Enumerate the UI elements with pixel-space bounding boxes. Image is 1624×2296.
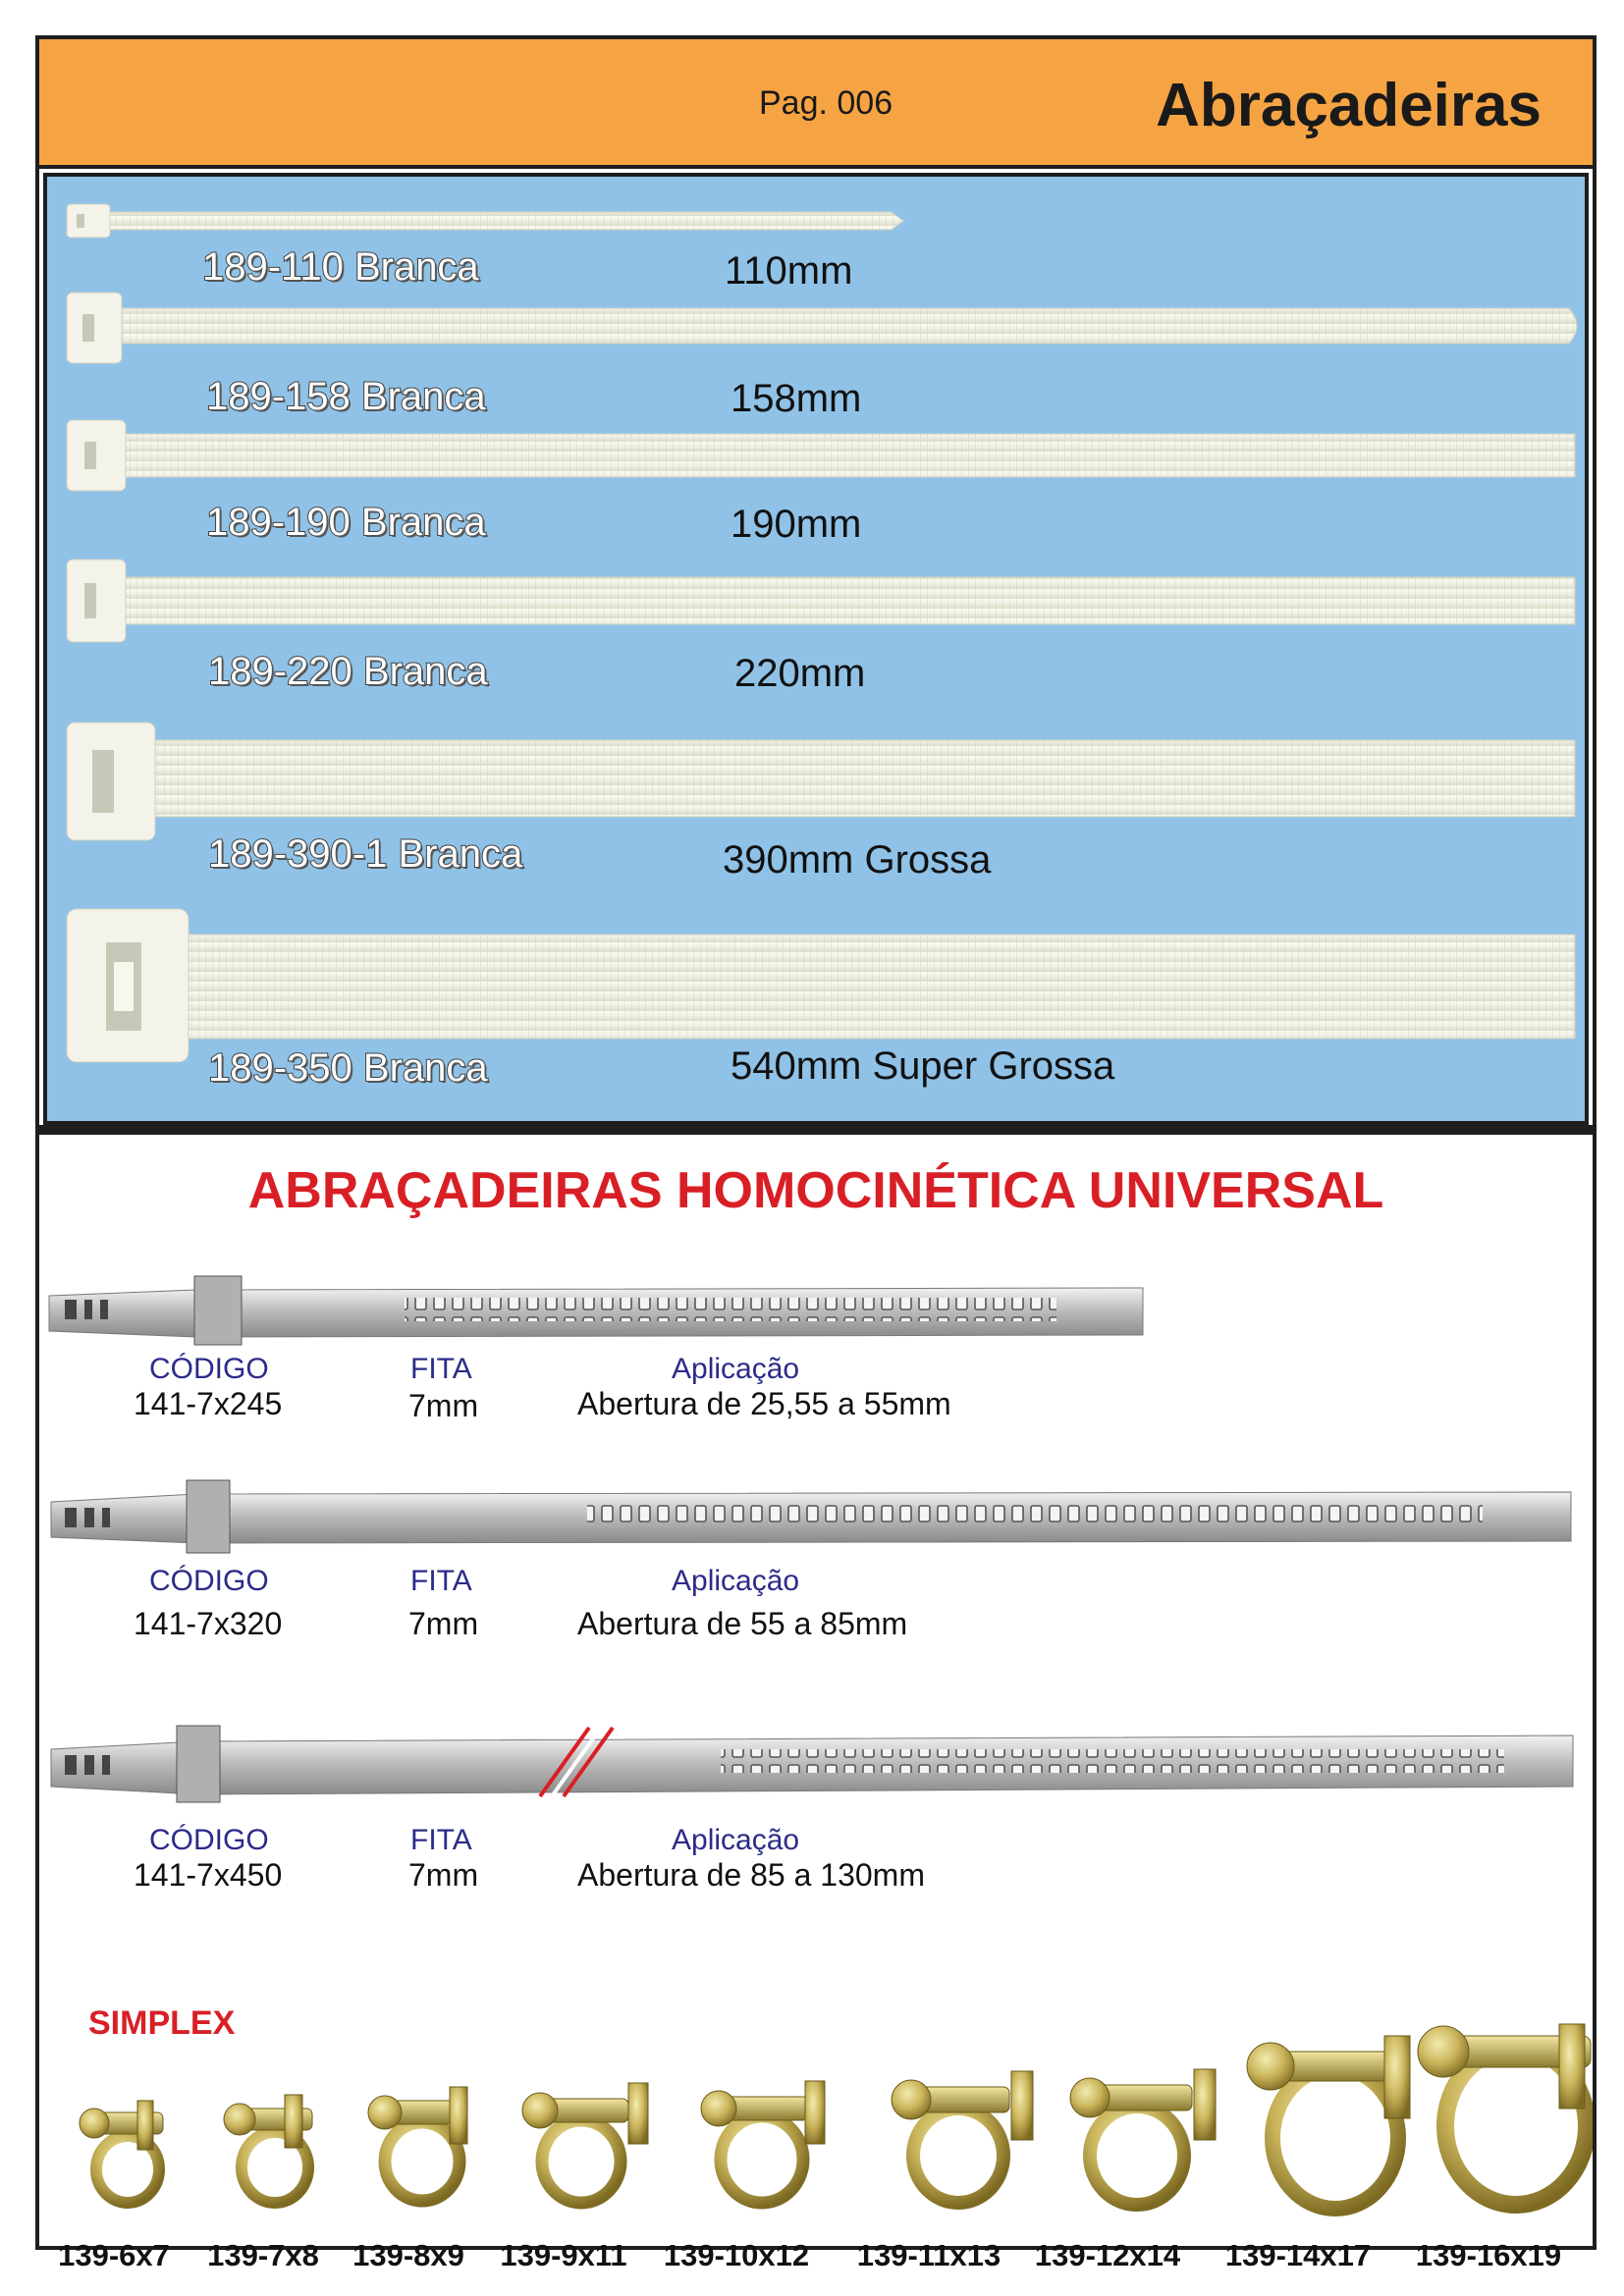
code-label: CÓDIGO: [149, 1353, 269, 1385]
clamp-14x17-image: [1247, 2036, 1410, 2209]
band-clamp-450-image: [51, 1726, 1573, 1802]
band-application: Abertura de 25,55 a 55mm: [577, 1386, 951, 1421]
tie-code: 189-350 Branca: [208, 1046, 488, 1090]
band-width: 7mm: [408, 1606, 479, 1641]
band-label: FITA: [410, 1565, 472, 1597]
homocinetica-title: ABRAÇADEIRAS HOMOCINÉTICA UNIVERSAL: [247, 1162, 1384, 1219]
homocinetica-illustration: [39, 1266, 1593, 1836]
page-number: Pag. 006: [759, 84, 893, 122]
clamp-label: 139-16x19: [1415, 2238, 1562, 2272]
clamp-label: 139-7x8: [207, 2238, 319, 2272]
cable-tie-220-image: [67, 560, 1575, 642]
clamp-8x9-image: [368, 2087, 467, 2201]
application-label: Aplicação: [672, 1824, 800, 1856]
catalog-page: [35, 35, 1597, 2272]
tie-code: 189-110 Branca: [202, 245, 479, 289]
band-width: 7mm: [408, 1388, 479, 1423]
clamp-10x12-image: [701, 2081, 825, 2203]
clamp-label: 139-10x12: [663, 2238, 810, 2272]
tie-code: 189-190 Branca: [206, 501, 486, 544]
clamp-12x14-image: [1070, 2069, 1216, 2205]
simplex-clamps-illustration: [39, 2022, 1593, 2228]
band-label: FITA: [410, 1353, 472, 1385]
tie-code: 189-390-1 Branca: [208, 832, 523, 876]
cable-tie-110-image: [67, 204, 903, 238]
band-application: Abertura de 85 a 130mm: [577, 1857, 925, 1893]
section-divider: [39, 1125, 1593, 1135]
clamp-label: 139-6x7: [58, 2238, 170, 2272]
clamp-label: 139-8x9: [352, 2238, 464, 2272]
tie-size: 540mm Super Grossa: [731, 1044, 1115, 1088]
band-code: 141-7x245: [134, 1386, 283, 1421]
tie-size: 220mm: [734, 652, 866, 695]
cable-ties-illustration: [47, 177, 1585, 1121]
clamp-9x11-image: [522, 2083, 648, 2203]
cable-tie-190-image: [67, 420, 1575, 491]
band-code: 141-7x320: [134, 1606, 283, 1641]
tie-code: 189-158 Branca: [206, 375, 486, 418]
band-code: 141-7x450: [134, 1857, 283, 1893]
clamp-label: 139-11x13: [856, 2238, 1001, 2272]
clamp-16x19-image: [1418, 2024, 1591, 2205]
band-label: FITA: [410, 1824, 472, 1856]
band-clamp-320-image: [51, 1480, 1571, 1553]
clamp-label: 139-12x14: [1034, 2238, 1181, 2272]
clamp-label: 139-14x17: [1224, 2238, 1372, 2272]
band-width: 7mm: [408, 1857, 479, 1893]
cable-tie-158-image: [67, 293, 1577, 363]
clamp-6x7-image: [80, 2101, 163, 2203]
clamp-11x13-image: [892, 2071, 1033, 2203]
tie-code: 189-220 Branca: [208, 650, 488, 693]
band-application: Abertura de 55 a 85mm: [577, 1606, 908, 1641]
tie-size: 190mm: [731, 503, 862, 546]
tie-size: 110mm: [725, 249, 853, 293]
simplex-title: SIMPLEX: [88, 2004, 236, 2042]
application-label: Aplicação: [672, 1565, 800, 1597]
tie-size: 390mm Grossa: [723, 838, 992, 881]
application-label: Aplicação: [672, 1353, 800, 1385]
code-label: CÓDIGO: [149, 1824, 269, 1856]
band-clamp-245-image: [49, 1276, 1143, 1345]
clamp-7x8-image: [224, 2095, 312, 2203]
tie-size: 158mm: [731, 377, 862, 420]
page-header: [39, 39, 1593, 169]
cable-tie-540-image: [67, 909, 1575, 1062]
cable-ties-panel: [43, 173, 1589, 1125]
code-label: CÓDIGO: [149, 1565, 269, 1597]
page-title: Abraçadeiras: [1156, 72, 1542, 139]
cable-tie-390-image: [67, 722, 1575, 840]
clamp-label: 139-9x11: [500, 2238, 627, 2272]
